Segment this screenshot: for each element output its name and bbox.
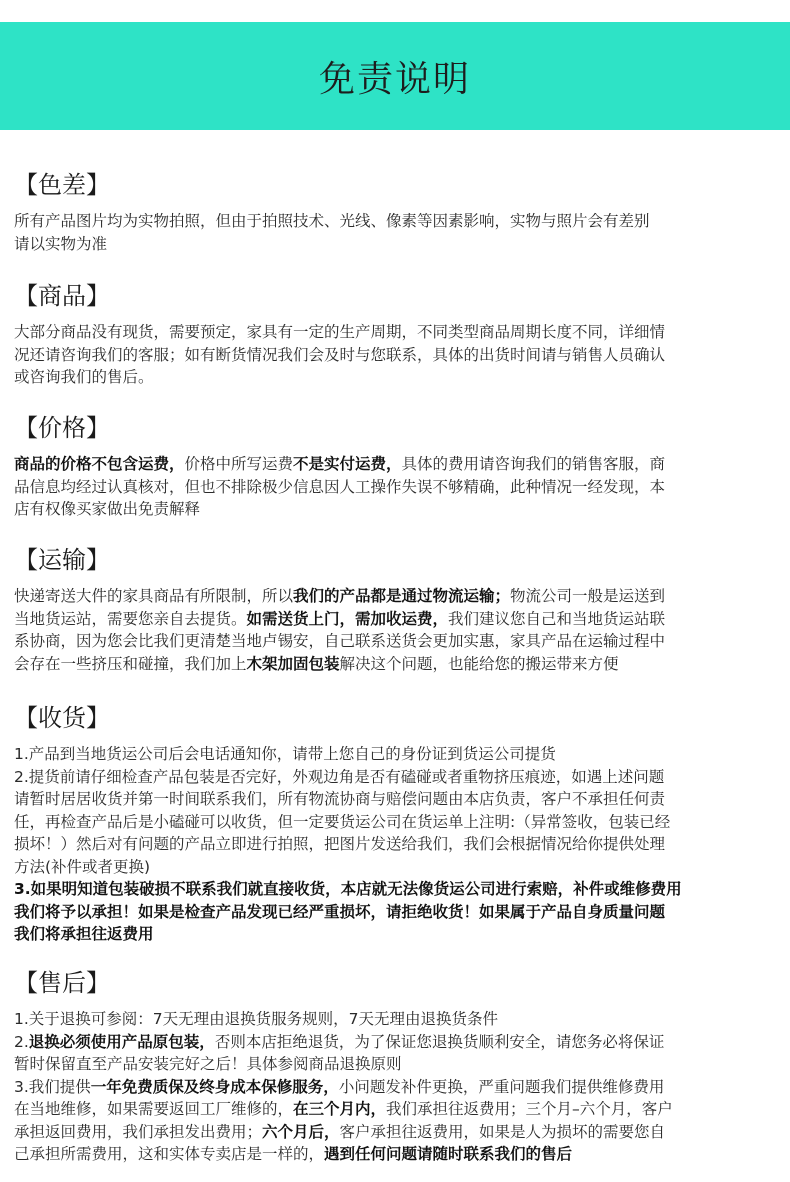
body-line [14,833,784,856]
section-price [14,413,784,521]
section-heading: 【运输】 [14,546,110,574]
body-line [14,901,784,924]
body-line [14,630,784,653]
page-title: 免责说明 [318,58,471,100]
body-text: 店有权像买家做出免责解释 [14,500,201,518]
body-line [14,811,784,834]
emphasis-text: 3.如果明知道包装破损不联系我们就直接收货，本店就无法像货运公司进行索赔，补件或维修费用 [14,880,682,898]
body-text: 况还请咨询我们的客服；如有断货情况我们会及时与您联系，具体的出货时间请与销售人员确认 [14,345,666,364]
header-banner [0,22,790,130]
emphasis-text: 遇到任何问题请随时联系我们的售后 [324,1145,573,1163]
section-heading: 【价格】 [14,414,110,442]
section-receiving [14,703,784,946]
body-line [14,788,784,811]
section-heading: 【售后】 [14,969,110,997]
body-line [14,923,784,946]
body-text: 快递寄送大件的家具商品有所限制，所以 [14,587,294,605]
emphasis-text: 我们的产品都是通过物流运输； [293,587,511,605]
emphasis-text: 六个月后， [262,1122,340,1141]
body-text: 2.提货前请仔细检查产品包装是否完好，外观边角是否有磕碰或者重物挤压痕迹，如遇上述问题 [14,767,665,786]
body-text: 大部分商品没有现货，需要预定，家具有一定的生产周期，不同类型商品周期长度不同，详细情 [14,323,666,341]
body-line [14,1076,784,1099]
body-text: 暂时保留直至产品安装完好之后！具体参阅商品退换原则 [14,1055,402,1073]
body-text: 当地货运站，需要您亲自去提货。 [14,609,247,628]
body-text: 2. [14,1032,29,1051]
section-goods [14,281,784,389]
body-line [14,1008,784,1031]
body-text: 小问题发补件更换，严重问题我们提供维修费用 [338,1077,665,1096]
body-text: 所有产品图片均为实物拍照，但由于拍照技术、光线、像素等因素影响，实物与照片会有差别 [14,212,650,230]
emphasis-text: 退换必须使用产品原包装， [28,1032,215,1051]
body-text: 解决这个问题，也能给您的搬运带来方便 [339,654,619,673]
body-line [14,878,784,901]
section-body [14,210,784,255]
body-line [14,856,784,879]
body-line [14,476,784,499]
body-text: 己承担所需费用，这和实体专卖店是一样的， [14,1145,325,1163]
emphasis-text: 如需送货上门，需加收运费， [246,609,449,628]
section-color-difference [14,170,784,255]
emphasis-text: 商品的价格不包含运费， [14,455,185,473]
body-line [14,743,784,766]
body-line [14,653,784,676]
body-line [14,1143,784,1166]
body-line [14,344,784,367]
body-text: 损坏！）然后对有问题的产品立即进行拍照，把图片发送给我们，我们会根据情况给你提供处理 [14,835,666,853]
body-text: 客户承担往返费用，如果是人为损坏的需要您自 [339,1122,666,1141]
section-body [14,585,784,675]
body-text: 或咨询我们的售后。 [14,368,154,386]
emphasis-text: 一年免费质保及终身成本保修服务， [90,1077,339,1096]
body-line [14,1098,784,1121]
body-text: 具体的费用请咨询我们的销售客服，商 [401,455,666,473]
body-text: 方法(补件或者更换) [14,857,151,876]
section-body [14,1008,784,1166]
section-heading: 【商品】 [14,282,110,310]
section-heading: 【色差】 [14,171,110,199]
section-body [14,321,784,389]
body-text: 我们建议您自己和当地货运站联 [448,609,666,628]
body-text: 3.我们提供 [14,1077,91,1096]
body-line [14,453,784,476]
section-shipping [14,545,784,675]
body-line [14,608,784,631]
emphasis-text: 不是实付运费， [293,455,402,473]
emphasis-text: 我们将予以承担！如果是检查产品发现已经严重损坏，请拒绝收货！如果属于产品自身质量问题 [14,902,666,921]
body-line [14,1121,784,1144]
section-heading: 【收货】 [14,704,110,732]
emphasis-text: 我们将承担往返费用 [14,925,154,943]
body-line [14,1053,784,1076]
body-line [14,766,784,789]
body-text: 在当地维修，如果需要返回工厂维修的， [14,1100,294,1118]
emphasis-text: 木架加固包装 [246,654,340,673]
body-line [14,321,784,344]
body-text: 请以实物为准 [14,234,108,253]
body-line [14,585,784,608]
body-text: 会存在一些挤压和碰撞，我们加上 [14,654,247,673]
body-text: 品信息均经过认真核对，但也不排除极少信息因人工操作失误不够精确，此种情况一经发现，本 [14,477,666,496]
body-text: 1.产品到当地货运公司后会电话通知你，请带上您自己的身份证到货运公司提货 [14,745,556,763]
body-line [14,233,784,256]
body-text: 我们承担往返费用；三个月–六个月，客户 [386,1100,673,1118]
body-text: 系协商，因为您会比我们更清楚当地卢锡安，自己联系送货会更加实惠，家具产品在运输过程中 [14,632,666,650]
body-line [14,498,784,521]
emphasis-text: 在三个月内， [293,1100,387,1118]
section-body [14,743,784,946]
body-line [14,1031,784,1054]
body-text: 物流公司一般是运送到 [510,587,666,605]
section-body [14,453,784,521]
body-text: 请暂时居居收货并第一时间联系我们，所有物流协商与赔偿问题由本店负责，客户不承担任何责 [14,790,666,808]
section-after-sales [14,968,784,1166]
body-line [14,210,784,233]
body-text: 任，再检查产品后是小磕碰可以收货，但一定要货运公司在货运单上注明:（异常签收，包装已经 [14,812,671,831]
body-text: 价格中所写运费 [184,455,294,473]
body-text: 否则本店拒绝退货，为了保证您退换货顺利安全，请您务必将保证 [214,1032,665,1051]
body-text: 承担返回费用，我们承担发出费用； [14,1122,263,1141]
body-text: 1.关于退换可参阅：7天无理由退换货服务规则，7天无理由退换货条件 [14,1010,499,1028]
body-line [14,366,784,389]
